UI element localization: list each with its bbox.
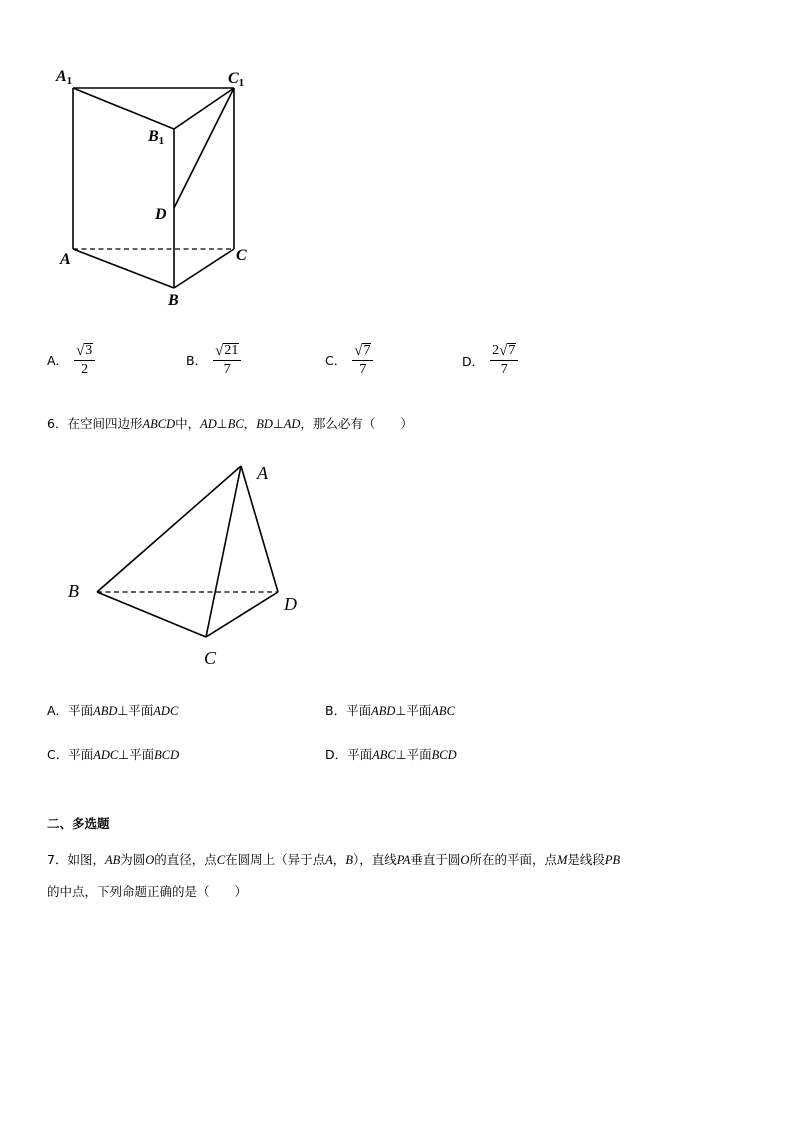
edge-a-d [241, 466, 278, 592]
label-b1: B1 [148, 128, 165, 147]
q5-option-a: A． √ 3 2 [47, 343, 95, 378]
label-c: C [204, 648, 217, 668]
q6-option-c: C．平面ADC⊥平面BCD [47, 747, 180, 762]
sqrt-icon: √ [215, 342, 224, 359]
section-title: 二、多选题 [47, 816, 110, 831]
fraction: √ 21 7 [213, 343, 241, 378]
sqrt-icon: √ [76, 342, 85, 359]
q5-option-d: D． 2 √ 7 7 [462, 343, 518, 378]
q5-option-b: B． √ 21 7 [186, 343, 241, 378]
label-a: A [257, 463, 268, 483]
label-d: D [284, 594, 297, 614]
q6-option-d: D．平面ABC⊥平面BCD [325, 747, 457, 762]
label-a: A [60, 251, 71, 268]
edge-a-b [73, 249, 174, 288]
segment-d-c1 [174, 88, 234, 208]
edge-b1-c1 [174, 88, 234, 129]
label-b: B [168, 292, 179, 309]
q6-option-a: A．平面ABD⊥平面ADC [47, 703, 179, 718]
fraction: √ 3 2 [74, 343, 95, 378]
q7-stem-line2: 的中点，下列命题正确的是（ ） [47, 884, 248, 899]
tetrahedron-figure [0, 440, 340, 680]
label-a1: A1 [56, 68, 73, 87]
label-c: C [236, 247, 247, 264]
sqrt-icon: √ [354, 342, 363, 359]
edge-a1-b1 [73, 88, 174, 129]
edge-c-d [206, 592, 278, 637]
sqrt-icon: √ [499, 343, 508, 359]
fraction: 2 √ 7 7 [490, 343, 518, 378]
label-b: B [68, 581, 79, 601]
q7-stem-line1: 7．如图，AB为圆O的直径，点C在圆周上（异于点A，B），直线PA垂直于圆O所在的平面，点M是线段PB [47, 852, 621, 867]
edge-b-c [174, 249, 234, 288]
label-c1: C1 [228, 70, 245, 89]
q6-option-b: B．平面ABD⊥平面ABC [325, 703, 455, 718]
edge-b-c [97, 592, 206, 637]
q5-option-c: C． √ 7 7 [325, 343, 373, 378]
label-d: D [155, 206, 167, 223]
q6-stem: 6．在空间四边形ABCD中，AD⊥BC，BD⊥AD，那么必有（ ） [47, 416, 413, 431]
fraction: √ 7 7 [352, 343, 373, 378]
prism-figure [0, 0, 300, 320]
